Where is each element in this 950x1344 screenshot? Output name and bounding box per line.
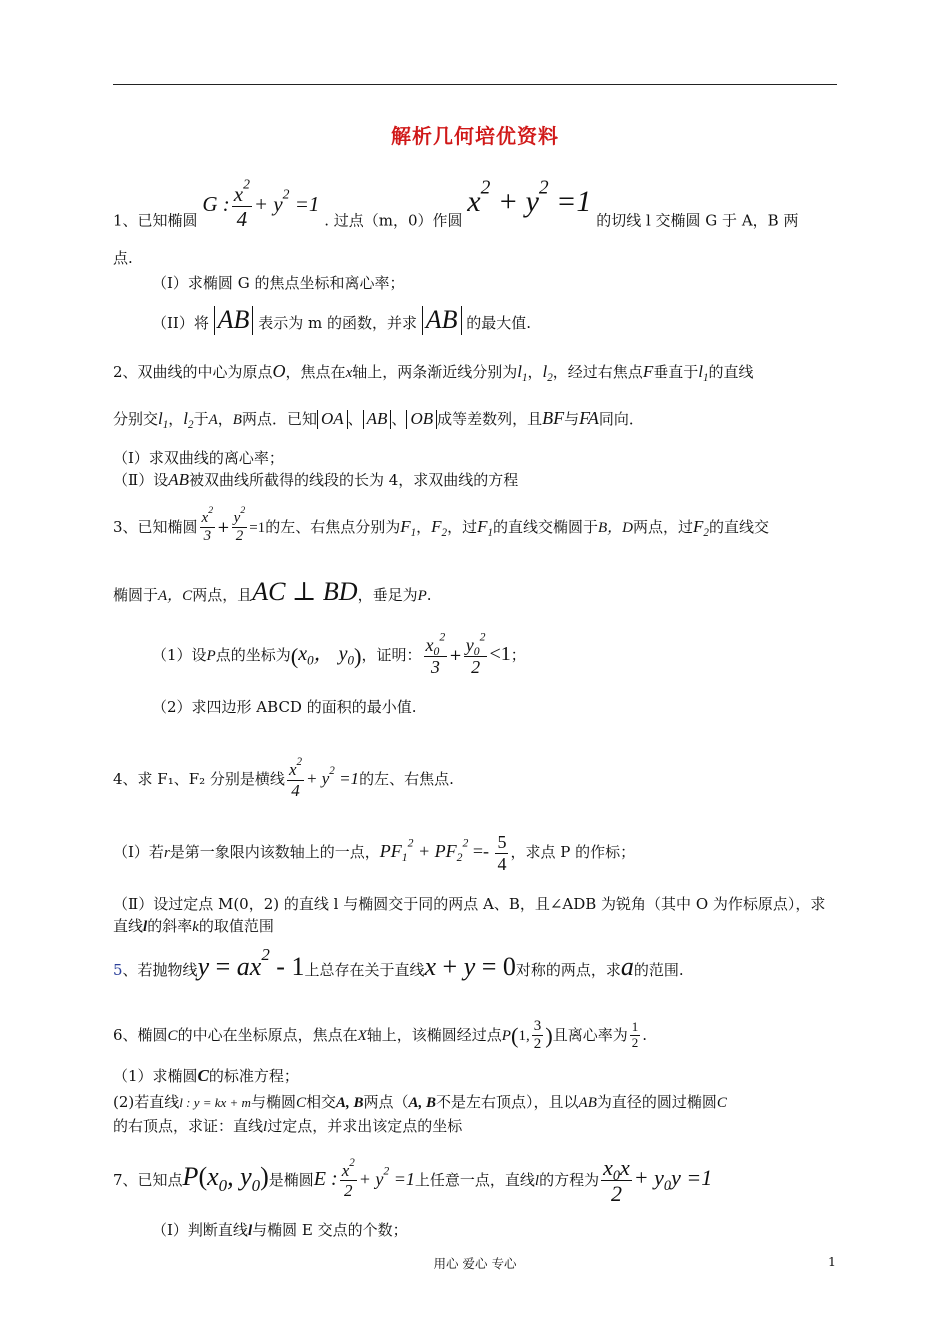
p4-ii-text-c: 的取值范围 [198,917,274,935]
p2-question-i: （Ⅰ）求双曲线的离心率； [113,449,284,467]
circle-equation: $x^2 + y^2 =1$ [467,177,592,219]
p7-text-d: 的方程为 [539,1170,600,1189]
page-number: 1 [828,1254,836,1269]
p5-text-c: 对称的两点，求 [515,961,621,980]
p4-ii-text-a: 直线 [113,917,144,935]
p4-i-text-b: 是第一象限内该数轴上的一点， [169,843,380,862]
p2-ii-text-b: 被双曲线所截得的线段的长为 4，求双曲线的方程 [188,471,519,489]
p1-ii-text-c: 的最大值. [466,314,532,332]
p2-text-j: 成等差数列，且 [437,410,543,428]
p4-i-text-c: ，求点 P 的作标； [510,843,636,862]
p6-text-a: 6、椭圆 [113,1025,168,1044]
p3-question-2: （2）求四边形 ABCD 的面积的最小值. [152,698,417,716]
p6-s1-text-a: （1）求椭圆 [113,1067,198,1085]
p1-text-a: 1、已知椭圆 [113,211,198,230]
p4-question-i: （Ⅰ）若r是第一象限内该数轴上的一点，$PF_1^2 + PF_2^2$ =- $\frac{5}{4}$ ，求点 P 的作标； [113,832,636,874]
problem-7-line-1: 7、已知点$P(x_0$, $y_0$)是椭圆E : $\frac{x^2}{2}$ + $y^2 =1$上任意一点，直线l的方程为 $\frac{x_0x}{2}$ + $y_0y =1$ [113,1155,713,1207]
p2-question-ii: （Ⅱ）设AB被双曲线所截得的线段的长为 4，求双曲线的方程 [113,470,519,489]
p1-text-d: 点. [113,249,133,267]
page-footer: 用心 爱心 专心 [433,1256,517,1271]
p3-s1-text-b: 点的坐标为 [215,646,291,665]
p3-s1-text-a: （1）设 [152,646,207,665]
p2-text-g: 分别交 [113,410,159,428]
p6-s2-text-b: 与椭圆 [250,1093,296,1111]
p6-text-d: 且离心率为 [552,1025,628,1044]
p1-question-i: （I）求椭圆 G 的焦点坐标和离心率； [152,274,405,292]
p2-text-b: ，焦点在 [285,363,346,381]
p6-question-2-line-1: (2)若直线l : y = kx + m与椭圆C相交A, B两点（A, B不是左右顶点），且以AB为直径的圆过椭圆C [113,1093,727,1111]
p5-number: 5 [113,961,123,980]
p3-text-b: 的左、右焦点分别为 [265,517,401,536]
p2-text-c: 轴上，两条渐近线分别为 [352,363,518,381]
p2-text-h: 于 [193,410,209,428]
p6-question-1: （1）求椭圆C的标准方程； [113,1066,299,1085]
p3-text-h: 两点，且 [192,586,253,604]
p2-text-k: 与 [564,410,580,428]
p2-text-f: 的直线 [708,363,754,381]
p2-text-e: 垂直于 [653,363,699,381]
p6-s2-text-d: 两点（ [363,1093,409,1111]
abs-ab-1: AB [214,306,254,335]
ellipse-g-equation: G : $\frac{x^2}{4}$ + $y^2 =1$ [202,176,320,232]
header-rule [113,84,837,85]
p7-text-a: 7、已知点 [113,1170,183,1189]
p4-text-b: 的左、右焦点. [359,770,454,789]
p3-text-g: 椭圆于 [113,586,159,604]
p4-i-text-a: （Ⅰ）若 [113,843,164,862]
problem-3-line-1: 3、已知椭圆 $\frac{x^2}{3}$ + $\frac{y^2}{2}$ =1的左、右焦点分别为$F_1$，$F_2$，过$F_1$的直线交椭圆于B，D两点，过$F_2$的直线交 [113,505,769,545]
p7-i-text-b: 与椭圆 E 交点的个数； [252,1221,408,1239]
problem-2-line-1: 2、双曲线的中心为原点O，焦点在x轴上，两条渐近线分别为$l_1$，$l_2$，经过右焦点F垂直于$l_1$的直线 [113,361,754,384]
p2-ii-text-a: （Ⅱ）设 [113,471,169,489]
p4-text-a: 4、求 F₁、F₂ 分别是横线 [113,770,285,789]
p6-text-b: 的中心在坐标原点，焦点在 [177,1025,358,1044]
p6-s3-text-b: 过定点，并求出该定点的坐标 [267,1117,463,1135]
problem-1-line-1 [113,176,799,232]
abs-ab-2: AB [422,306,462,335]
p5-text-a: 、若抛物线 [122,961,198,980]
p2-text-a: 2、双曲线的中心为原点 [113,363,273,381]
p3-question-1: （1）设P点的坐标为($x_0$， $y_0$)，证明： $\frac{x_0^2}{3}$ + $\frac{y_0^2}{2}$ <1； [152,630,526,677]
problem-4-line-1: 4、求 F₁、F₂ 分别是横线 $\frac{x^2}{4}$ + $y^2 =1$的左、右焦点. [113,756,454,800]
p6-s3-text-a: 的右顶点，求证：直线 [113,1117,264,1135]
p7-question-i: （I）判断直线l与椭圆 E 交点的个数； [152,1221,408,1239]
p1-ii-text-b: 表示为 m 的函数，并求 [258,314,417,332]
p1-ii-text-a: （II）将 [152,314,209,332]
problem-5: 5、若抛物线$y = ax^2 - 1$上总存在关于直线x + y = 0对称的两点，求a的范围. [113,945,684,982]
p6-s1-text-b: 的标准方程； [208,1067,299,1085]
p6-s2-text-a: (2)若直线 [113,1093,180,1111]
p2-text-i: 两点．已知 [241,410,317,428]
p3-text-f: 的直线交 [708,517,769,536]
p1-question-ii [152,306,531,335]
p7-text-c: 上任意一点，直线 [414,1170,535,1189]
p5-text-b: 上总存在关于直线 [304,961,425,980]
problem-6-line-1: 6、椭圆C的中心在坐标原点，焦点在X轴上，该椭圆经过点P(1, $\frac{3}{2}$ )且离心率为 $\frac{1}{2}$ . [113,1018,647,1053]
p6-text-c: 轴上，该椭圆经过点 [366,1025,502,1044]
p6-question-2-line-2: 的右顶点，求证：直线l过定点，并求出该定点的坐标 [113,1117,463,1135]
p2-text-d: ，经过右焦点 [552,363,643,381]
p2-text-l: 同向． [598,410,644,428]
problem-3-line-2: 椭圆于A，C两点，且AC ⊥ BD，垂足为P. [113,577,432,606]
p3-text-a: 3、已知椭圆 [113,517,198,536]
p3-text-i: ，垂足为 [357,586,418,604]
p4-question-ii-line-1: （Ⅱ）设过定点 M(0，2) 的直线 l 与椭圆交于同的两点 A、B，且∠ADB 为锐角（其中 O 为作标原点），求 [113,895,826,913]
document-title: 解析几何培优资料 [391,124,559,148]
p7-text-b: 是椭圆 [268,1170,314,1189]
p3-text-d: 的直线交椭圆于 [493,517,599,536]
problem-2-line-2: 分别交$l_1$，$l_2$于A，B两点．已知 OA 、 AB 、 OB 成等差数列，且BF与FA同向． [113,408,644,431]
p6-s2-text-f: 为直径的圆过椭圆 [596,1093,717,1111]
p1-text-c: 的切线 l 交椭圆 G 于 A，B 两 [596,211,799,230]
p7-i-text-a: （I）判断直线 [152,1221,248,1239]
p1-text-b: . 过点（m，0）作圆 [324,211,463,230]
p5-text-d: 的范围. [633,961,684,980]
p6-s2-text-c: 相交 [305,1093,336,1111]
p6-s2-text-e: 不是左右顶点），且以 [436,1093,579,1111]
p3-text-c: ，过 [447,517,478,536]
p3-text-e: 两点，过 [633,517,694,536]
p3-s1-text-c: ，证明： [361,646,422,665]
p4-question-ii-line-2: 直线l的斜率k的取值范围 [113,917,274,935]
p4-ii-text-b: 的斜率 [147,917,193,935]
